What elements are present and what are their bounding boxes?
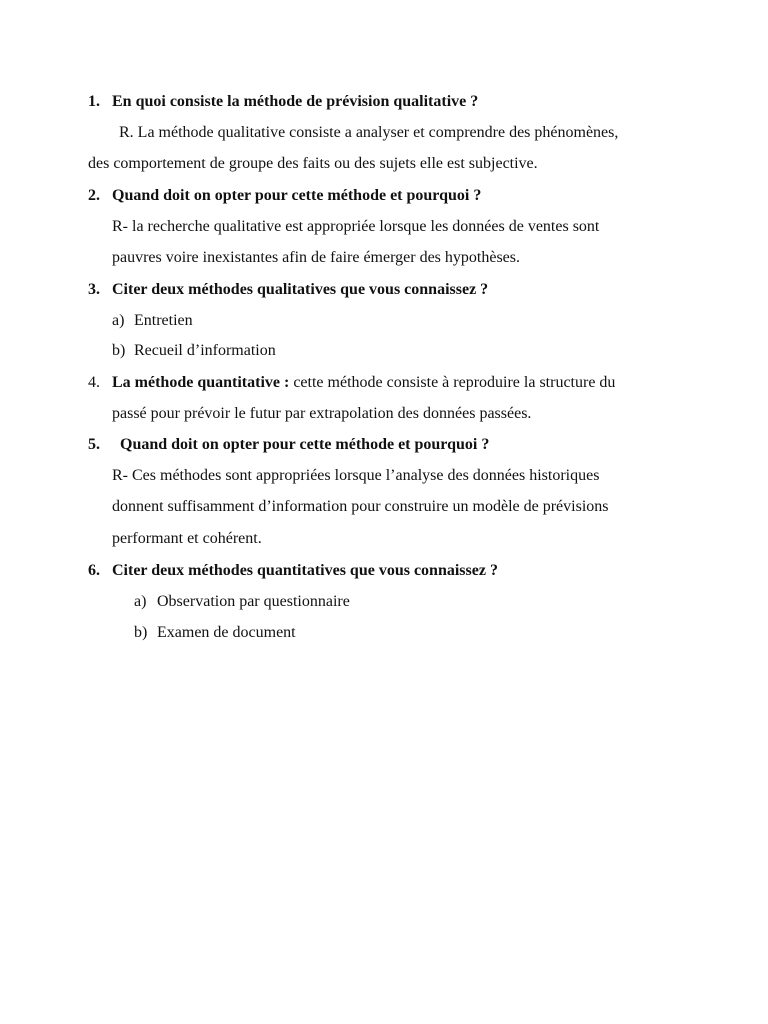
q4-term: La méthode quantitative : — [112, 374, 290, 391]
q2-question: Quand doit on opter pour cette méthode et pourquoi ? — [112, 187, 482, 204]
q5-answer-line1: R- Ces méthodes sont appropriées lorsque l’analyse des données historiques — [112, 467, 600, 484]
q6-item-b-text: Examen de document — [157, 624, 296, 641]
q3-number: 3. — [88, 281, 100, 298]
q4-definition-line1-wrapper — [112, 373, 615, 393]
q1-answer-line1: R. La méthode qualitative consiste a analyser et comprendre des phénomènes, — [119, 124, 619, 141]
q2-answer-line2: pauvres voire inexistantes afin de faire émerger des hypothèses. — [112, 249, 520, 266]
q4-definition-line2: passé pour prévoir le futur par extrapolation des données passées. — [112, 405, 532, 422]
q6-item-a-marker: a) — [134, 593, 147, 610]
q6-item-a-text: Observation par questionnaire — [157, 593, 350, 610]
q2-answer-line1: R- la recherche qualitative est appropriée lorsque les données de ventes sont — [112, 218, 600, 235]
q1-number: 1. — [88, 93, 100, 110]
q4-number: 4. — [88, 374, 100, 391]
q3-item-b-text: Recueil d’information — [134, 342, 276, 359]
q6-item-b-marker: b) — [134, 624, 148, 641]
q3-item-a-marker: a) — [112, 312, 125, 329]
q5-answer-line3: performant et cohérent. — [112, 530, 262, 547]
q1-answer-line2: des comportement de groupe des faits ou des sujets elle est subjective. — [88, 155, 538, 172]
q1-question: En quoi consiste la méthode de prévision qualitative ? — [112, 93, 479, 110]
q6-number: 6. — [88, 562, 100, 579]
q3-item-a-text: Entretien — [134, 312, 193, 329]
q5-answer-line2: donnent suffisamment d’information pour construire un modèle de prévisions — [112, 498, 609, 515]
q6-question: Citer deux méthodes quantitatives que vous connaissez ? — [112, 562, 498, 579]
q2-number: 2. — [88, 187, 100, 204]
q4-definition-line1: cette méthode consiste à reproduire la structure du — [289, 374, 616, 391]
q5-number: 5. — [88, 436, 100, 453]
q3-item-b-marker: b) — [112, 342, 126, 359]
q5-question: Quand doit on opter pour cette méthode et pourquoi ? — [120, 436, 490, 453]
q3-question: Citer deux méthodes qualitatives que vous connaissez ? — [112, 281, 489, 298]
